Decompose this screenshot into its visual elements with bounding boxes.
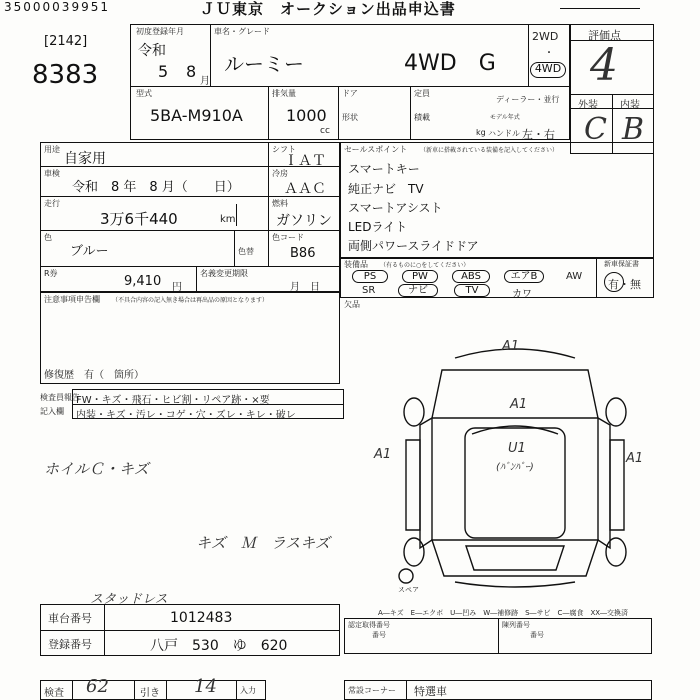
score-label: 評価点 — [588, 29, 621, 42]
sales-point-1: スマートキー — [348, 162, 420, 176]
entry-label: 記入欄 — [40, 407, 64, 416]
recycle-value: 9,410 — [124, 274, 162, 289]
drive-4wd-circled: 4WD — [530, 62, 566, 78]
capacity-label: 定員 — [414, 89, 430, 98]
registration-month: 8 — [186, 62, 197, 81]
sales-points-sub: （新車に搭載されている装備を記入してください） — [420, 147, 559, 154]
registration-label: 初度登録年月 — [136, 27, 184, 36]
sales-point-3: スマートアシスト — [348, 201, 443, 215]
exhibit-unit: 番号 — [530, 631, 544, 639]
model-year-label: モデル年式 — [490, 114, 520, 121]
door-label: ドア — [342, 89, 358, 98]
drive-2wd: 2WD — [532, 30, 559, 43]
pull-value: 14 — [194, 676, 217, 697]
score-value: 4 — [590, 40, 618, 91]
equipment-label: 装備品 — [344, 260, 368, 269]
lot-code: [2142] — [44, 34, 88, 49]
cert-unit: 番号 — [372, 631, 386, 639]
manual-circle — [604, 272, 624, 292]
exterior-grade: C — [584, 112, 607, 147]
interior-label: 内装 — [620, 100, 640, 111]
enter-label: 入力 — [240, 686, 256, 695]
damage-mark-front-bumper: A1 — [502, 339, 520, 354]
mileage-label: 走行 — [44, 199, 60, 208]
shift-label: シフト — [272, 145, 296, 154]
color-code-value: B86 — [290, 246, 316, 261]
corner-label: 常設コーナー — [348, 686, 396, 695]
flaw-codes-row1: FW・キズ・飛石・ヒビ割・リペア跡・×要 — [76, 395, 270, 406]
equip-leather: カワ — [512, 289, 532, 300]
flaw-note-1: ホイルＣ・キズ — [44, 460, 149, 478]
damage-mark-roof: U1 — [508, 441, 526, 456]
recycle-label: R券 — [44, 269, 58, 278]
name-change-value: 月 日 — [290, 282, 320, 293]
inspector-label: 検査員報告 — [40, 393, 80, 402]
cert-label: 認定取得番号 — [348, 621, 390, 629]
interior-grade: B — [622, 112, 645, 147]
sales-points-label: セールスポイント — [344, 145, 408, 154]
damage-mark-hood: A1 — [510, 397, 528, 412]
registration-era: 令和 — [138, 43, 166, 59]
notice-sub: （不具合内容の記入無き場合は再出品の原因となります） — [112, 297, 269, 304]
fuel-value: ガソリン — [276, 213, 332, 229]
handle-label: ハンドル — [488, 129, 520, 138]
check-value: 62 — [86, 676, 109, 697]
usage-label: 用途 — [44, 145, 60, 154]
car-damage-diagram — [370, 330, 660, 592]
inspection-label: 車検 — [44, 169, 60, 178]
plate-label: 登録番号 — [48, 638, 92, 651]
sales-point-5: 両側パワースライドドア — [348, 239, 479, 253]
cc-unit: cc — [320, 126, 330, 136]
sales-point-2: 純正ナビ TV — [348, 182, 424, 196]
damage-mark-right: A1 — [626, 451, 644, 466]
car-grade: 4WD G — [404, 51, 496, 76]
repair-label: 修復歴 有（ 箇所） — [44, 370, 144, 381]
fuel-label: 燃料 — [272, 199, 288, 208]
registration-year: 5 — [158, 62, 169, 81]
kg-unit: kg — [476, 128, 486, 137]
equip-abs: ABS — [452, 270, 490, 283]
model-code: 5BA-M910A — [150, 106, 243, 125]
equip-airbag: エアB — [504, 270, 544, 283]
manual-label: 新車保証書 — [604, 260, 639, 268]
flaw-codes-row2: 内装・キズ・汚レ・コゲ・穴・ズレ・キレ・破レ — [76, 410, 296, 421]
registration-month-unit: 月 — [200, 76, 210, 87]
color-code-label: 色コード — [272, 233, 304, 242]
equip-pw: PW — [402, 270, 438, 283]
manual-value: 有・無 — [608, 278, 641, 291]
equip-sr: SR — [362, 285, 376, 296]
damage-mark-left: A1 — [374, 447, 392, 462]
color-value: ブルー — [70, 244, 109, 259]
equip-tv: TV — [454, 284, 490, 297]
dealer-label: ディーラー・並行 — [496, 95, 560, 104]
check-label: 検査 — [44, 688, 64, 699]
ac-value: ＡＡＣ — [284, 181, 326, 197]
color-change-label: 色替 — [238, 247, 254, 256]
equip-navi: ナビ — [398, 284, 438, 297]
usage-value: 自家用 — [64, 151, 106, 167]
sales-point-4: LEDライト — [348, 220, 408, 234]
document-title: ＪＵ東京 オークション出品申込書 — [200, 0, 456, 18]
equipment-sub: （有るものに○をしてください） — [380, 262, 470, 269]
damage-legend: A―キズ E―エクボ U―凹み W―補修跡 S―サビ C―腐食 XX―交換済 — [378, 609, 629, 617]
spare-label: スペア — [398, 586, 419, 592]
ac-label: 冷房 — [272, 169, 288, 178]
color-label: 色 — [44, 233, 52, 242]
yen-unit: 円 — [172, 282, 182, 293]
shift-value: ＩＡＴ — [284, 153, 326, 169]
special-label: 特選車 — [414, 685, 447, 698]
flaw-note-2: キズ Ｍ ラスキズ — [196, 534, 330, 552]
mileage-value: 3万6千440 — [100, 210, 178, 228]
plate-number: 八戸 530 ゆ 620 — [150, 638, 288, 654]
pull-label: 引き — [140, 688, 160, 699]
car-name-label: 車名・グレード — [214, 27, 270, 36]
damage-mark-roof-note: (ﾊﾞﾝﾊﾟｰ) — [496, 462, 534, 473]
missing-label: 欠品 — [344, 300, 360, 309]
exterior-label: 外装 — [578, 100, 598, 111]
flaw-note-3: スタッドレス — [90, 592, 168, 607]
frame-number: 1012483 — [170, 610, 233, 626]
exhibit-label: 陳列番号 — [502, 621, 530, 629]
inspection-value: 令和 8 年 8 月（ 日） — [72, 180, 240, 195]
lot-number: 8383 — [32, 60, 99, 90]
handle-value: 左・右 — [522, 128, 555, 141]
equip-ps: PS — [352, 270, 388, 283]
car-name: ルーミー — [224, 52, 304, 76]
load-label: 積載 — [414, 113, 430, 122]
name-change-label: 名義変更期限 — [200, 269, 248, 278]
equip-aw: AW — [566, 271, 583, 282]
model-label: 型式 — [136, 89, 152, 98]
displacement-label: 排気量 — [272, 89, 296, 98]
frame-label: 車台番号 — [48, 612, 92, 625]
displacement: 1000 — [286, 106, 327, 125]
barcode-number: 35000039951 — [4, 0, 110, 14]
shape-label: 形状 — [342, 113, 358, 122]
km-unit: km — [220, 214, 236, 225]
notice-label: 注意事項申告欄 — [44, 295, 100, 304]
